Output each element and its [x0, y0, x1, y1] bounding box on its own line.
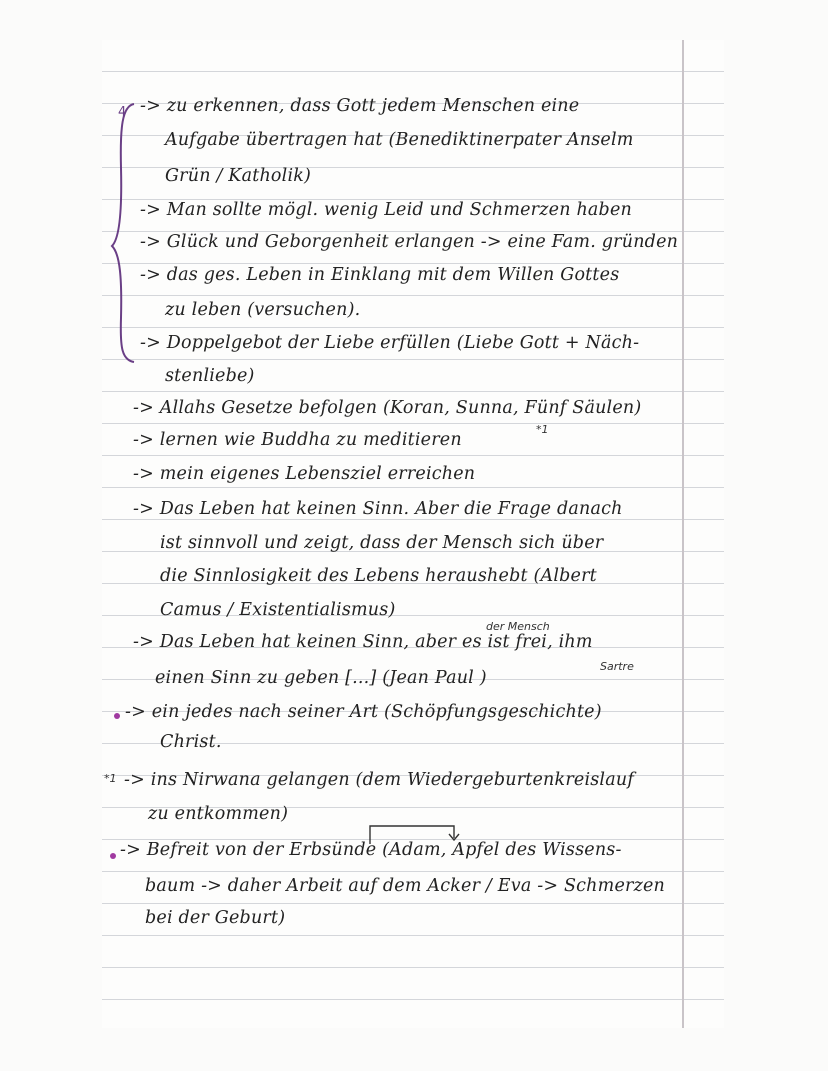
footnote-marker-right: *1: [536, 423, 549, 436]
line-14: ist sinnvoll und zeigt, dass der Mensch sich über: [160, 533, 604, 553]
line-22: zu entkommen): [148, 804, 289, 824]
annotation-sartre: Sartre: [600, 660, 634, 673]
marker-four: 4: [118, 105, 127, 120]
line-3: Grün / Katholik): [165, 166, 312, 186]
line-1: -> zu erkennen, dass Gott jedem Menschen eine: [140, 96, 580, 116]
line-17: -> Das Leben hat keinen Sinn, aber es ist frei, ihm: [133, 632, 593, 652]
margin-line: [682, 40, 684, 1028]
line-6: -> das ges. Leben in Einklang mit dem Willen Gottes: [140, 265, 620, 285]
line-20: Christ.: [160, 732, 222, 752]
annotation-der-mensch: der Mensch: [486, 620, 550, 633]
line-21: -> ins Nirwana gelangen (dem Wiedergeburtenkreislauf: [124, 770, 634, 790]
line-11: -> lernen wie Buddha zu meditieren: [133, 430, 462, 450]
line-4: -> Man sollte mögl. wenig Leid und Schmerzen haben: [140, 200, 632, 220]
brace-icon: [108, 98, 138, 368]
line-16: Camus / Existentialismus): [160, 600, 396, 620]
line-2: Aufgabe übertragen hat (Benediktinerpater Anselm: [165, 130, 634, 150]
line-13: -> Das Leben hat keinen Sinn. Aber die Frage danach: [133, 499, 623, 519]
bullet-dot: [110, 853, 116, 859]
line-12: -> mein eigenes Lebensziel erreichen: [133, 464, 476, 484]
line-24: baum -> daher Arbeit auf dem Acker / Eva -> Schmerzen: [145, 876, 666, 896]
line-10: -> Allahs Gesetze befolgen (Koran, Sunna, Fünf Säulen): [133, 398, 642, 418]
line-7: zu leben (versuchen).: [165, 300, 361, 320]
line-23: -> Befreit von der Erbsünde (Adam, Apfel des Wissens-: [120, 840, 622, 860]
bullet-dot: [114, 713, 120, 719]
line-8: -> Doppelgebot der Liebe erfüllen (Liebe Gott + Näch-: [140, 333, 640, 353]
line-19: -> ein jedes nach seiner Art (Schöpfungsgeschichte): [125, 702, 602, 722]
line-15: die Sinnlosigkeit des Lebens heraushebt (Albert: [160, 566, 597, 586]
footnote-marker-left: *1: [104, 772, 117, 785]
line-5: -> Glück und Geborgenheit erlangen -> eine Fam. gründen: [140, 232, 679, 252]
line-18: einen Sinn zu geben [...] (Jean Paul ): [155, 668, 487, 688]
line-9: stenliebe): [165, 366, 255, 386]
line-25: bei der Geburt): [145, 908, 286, 928]
